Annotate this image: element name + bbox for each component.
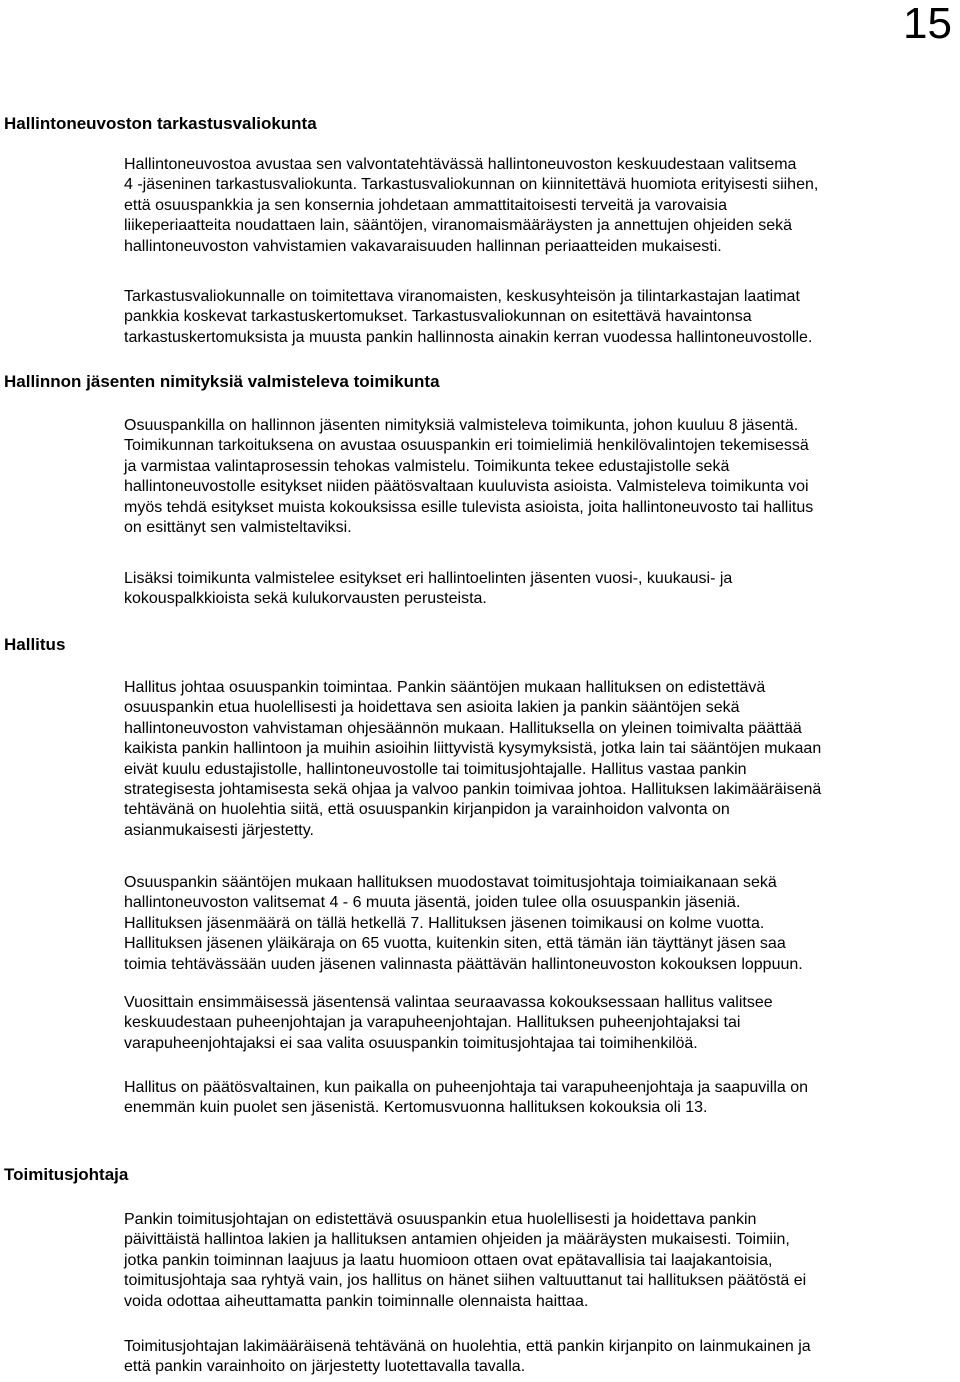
paragraph: Hallintoneuvostoa avustaa sen valvontatehtävässä hallintoneuvoston keskuudestaan valitsema 4 -jäseninen tarkastusvaliokunta. Tarkastusvaliokunnan on kiinnitettävä huomiota erityisesti siihen, että osuuspankkia ja sen konsernia johdetaan ammattitaitoisesti terveitä ja varovaisia liikeperiaatteita noudattaen lain, sääntöjen, viranomaismääräysten ja annettujen ohjeiden sekä hallintoneuvoston vahvistamien vakavaraisuuden hallinnan periaatteiden mukaisesti. <box>124 156 819 255</box>
paragraph: Tarkastusvaliokunnalle on toimitettava viranomaisten, keskusyhteisön ja tilintarkastajan laatimat pankkia koskevat tarkastuskertomukset. Tarkastusvaliokunnan on esitettävä havaintonsa tarkastuskertomuksista ja muusta pankin hallinnosta ainakin kerran vuodessa hallintoneuvostolle. <box>124 288 813 346</box>
page-number: 15 <box>903 0 952 48</box>
paragraph: Toimitusjohtajan lakimääräisenä tehtävänä on huolehtia, että pankin kirjanpito on lainmukainen ja että pankin varainhoito on järjestetty luotettavalla tavalla. <box>124 1338 811 1376</box>
paragraph: Vuosittain ensimmäisessä jäsentensä valintaa seuraavassa kokouksessaan hallitus valitsee keskuudestaan puheenjohtajan ja varapuheenjohtajan. Hallituksen puheenjohtajaksi tai varapuheenjohtajaksi ei saa valita osuuspankin toimitusjohtajaa tai toimihenkilöä. <box>124 994 773 1052</box>
section-heading: Hallintoneuvoston tarkastusvaliokunta <box>4 114 317 133</box>
section-heading: Hallinnon jäsenten nimityksiä valmisteleva toimikunta <box>4 372 440 391</box>
paragraph: Osuuspankin sääntöjen mukaan hallituksen muodostavat toimitusjohtaja toimiaikanaan sekä hallintoneuvoston valitsemat 4 - 6 muuta jäsentä, joiden tulee olla osuuspankin jäseniä. Hallituksen jäsenmäärä on tällä hetkellä 7. Hallituksen jäsenen toimikausi on kolme vuotta. Hallituksen jäsenen yläikäraja on 65 vuotta, kuitenkin siten, että tämän iän täyttänyt jäsen saa toimia tehtävässään uuden jäsenen valinnasta päättävän hallintoneuvoston kokouksen loppuun. <box>124 874 803 973</box>
section-heading: Toimitusjohtaja <box>4 1165 129 1184</box>
section-heading: Hallitus <box>4 635 66 654</box>
paragraph: Hallitus on päätösvaltainen, kun paikalla on puheenjohtaja tai varapuheenjohtaja ja saapuvilla on enemmän kuin puolet sen jäsenistä. Kertomusvuonna hallituksen kokouksia oli 13. <box>124 1079 809 1117</box>
paragraph: Lisäksi toimikunta valmistelee esitykset eri hallintoelinten jäsenten vuosi-, kuukausi- ja kokouspalkkioista sekä kulukorvausten perusteista. <box>124 570 733 608</box>
paragraph: Hallitus johtaa osuuspankin toimintaa. Pankin sääntöjen mukaan hallituksen on edistettävä osuuspankin etua huolellisesti ja hoidettava sen asioita lakien ja pankin sääntöjen sekä hallintoneuvoston vahvistaman ohjesäännön mukaan. Hallituksella on yleinen toimivalta päättää kaikista pankin hallintoon ja muihin asioihin liittyvistä kysymyksistä, jotka lain tai sääntöjen mukaan eivät kuulu edustajistolle, hallintoneuvostolle tai toimitusjohtajalle. Hallitus vastaa pankin strategisesta johtamisesta sekä ohjaa ja valvoo pankin toimivaa johtoa. Hallituksen lakimääräisenä tehtävänä on huolehtia siitä, että osuuspankin kirjanpidon ja varainhoidon valvonta on asianmukaisesti järjestetty. <box>124 679 822 839</box>
paragraph: Osuuspankilla on hallinnon jäsenten nimityksiä valmisteleva toimikunta, johon kuuluu 8 jäsentä. Toimikunnan tarkoituksena on avustaa osuuspankin eri toimielimiä henkilövalintojen tekemisessä ja varmistaa valintaprosessin tehokas valmistelu. Toimikunta tekee edustajistolle sekä hallintoneuvostolle esitykset niiden päätösvaltaan kuuluvista asioista. Valmisteleva toimikunta voi myös tehdä esitykset muista kokouksissa esille tulevista asioista, joita hallintoneuvosto tai hallitus on esittänyt sen valmisteltaviksi. <box>124 417 814 537</box>
paragraph: Pankin toimitusjohtajan on edistettävä osuuspankin etua huolellisesti ja hoidettava pankin päivittäistä hallintoa lakien ja hallituksen antamien ohjeiden ja määräysten mukaisesti. Toimiin, jotka pankin toiminnan laajuus ja laatu huomioon ottaen ovat epätavallisia tai laajakantoisia, toimitusjohtaja saa ryhtyä vain, jos hallitus on hänet siihen valtuuttanut tai hallituksen päätöstä ei voida odottaa aiheuttamatta pankin toiminnalle olennaista haittaa. <box>124 1211 807 1310</box>
